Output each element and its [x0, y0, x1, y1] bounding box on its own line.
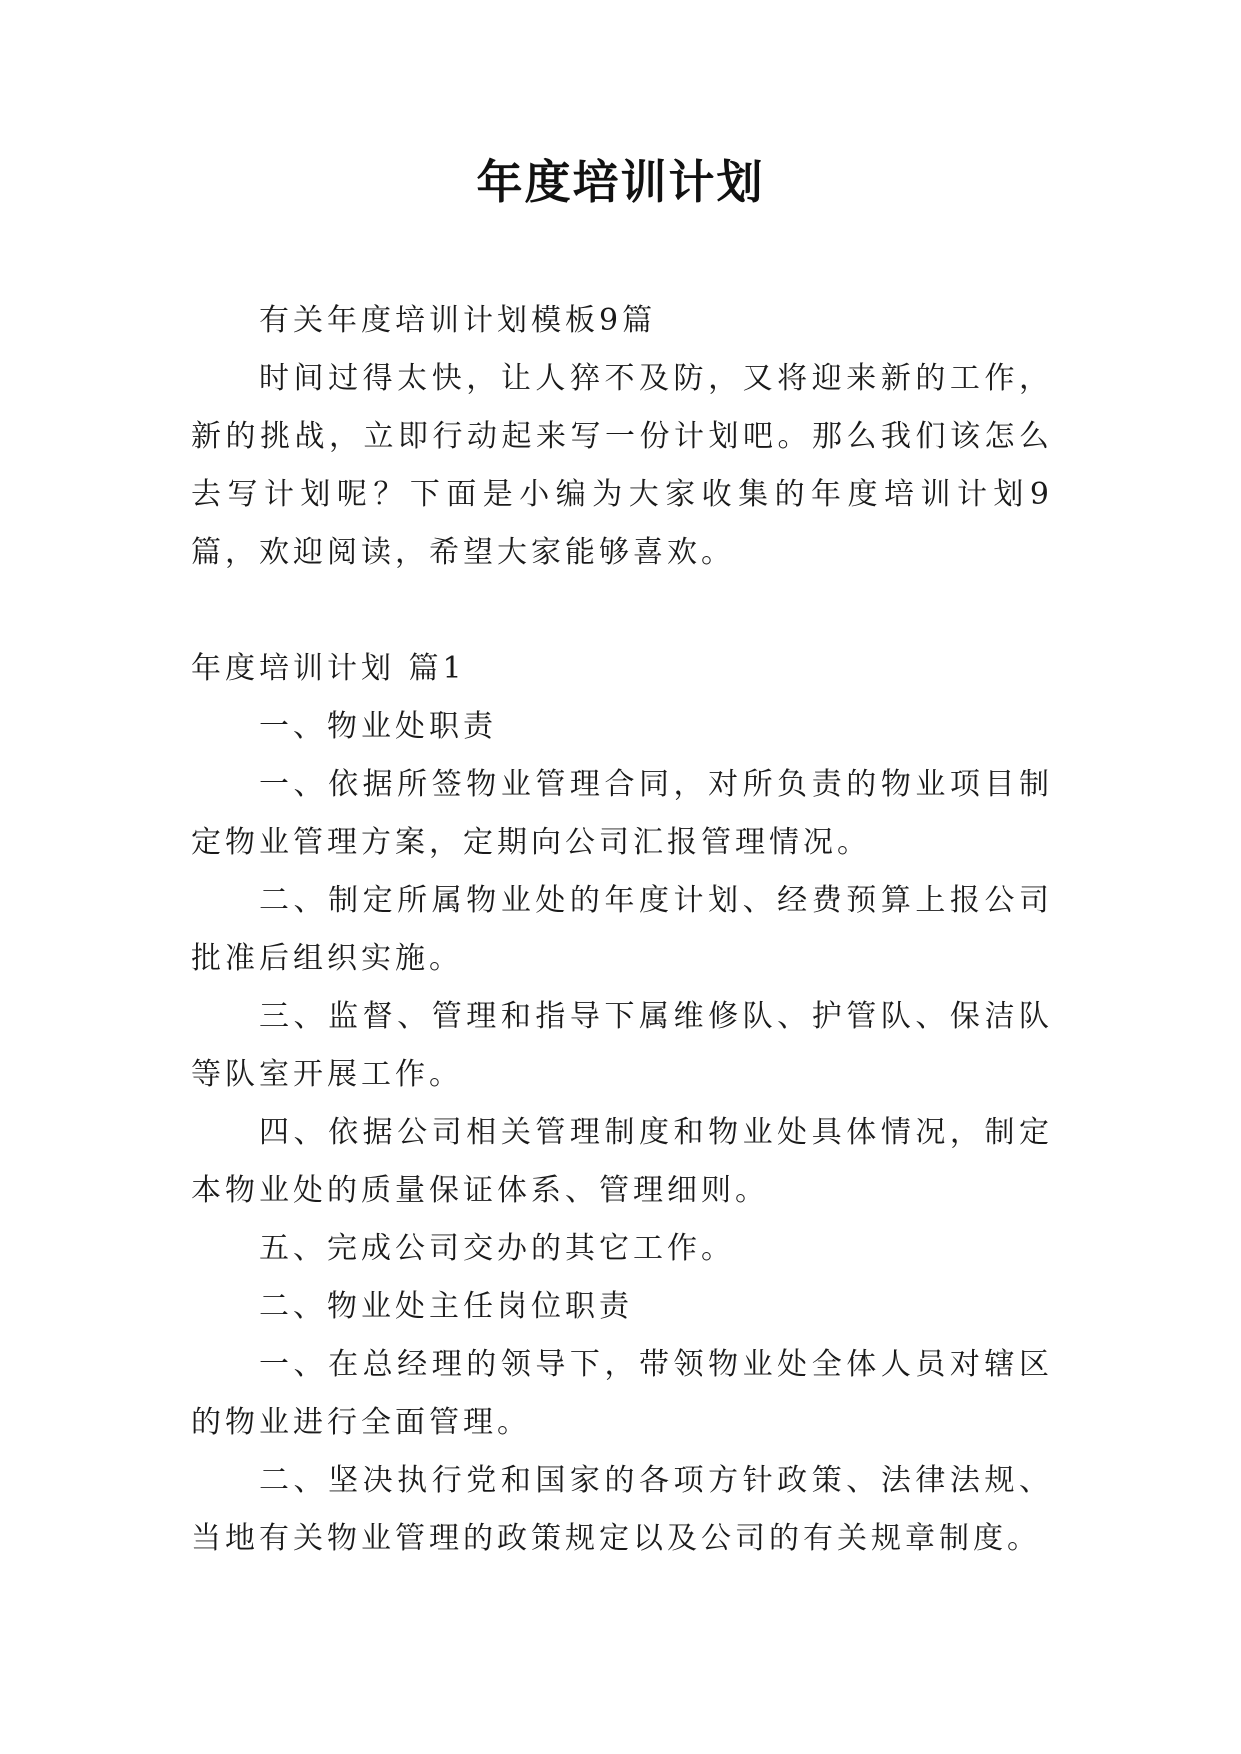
- paragraph: 二、坚决执行党和国家的各项方针政策、法律法规、当地有关物业管理的政策规定以及公司的有关规章制度。: [191, 1463, 1053, 1556]
- heading-property-office-duties: 一、物业处职责: [259, 709, 497, 744]
- section-title: 年度培训计划 篇1: [191, 651, 466, 686]
- document-body: [191, 292, 1053, 1568]
- intro-title: 有关年度培训计划模板9篇: [259, 303, 657, 338]
- paragraph: 一、依据所签物业管理合同，对所负责的物业项目制定物业管理方案，定期向公司汇报管理情况。: [191, 767, 1053, 860]
- paragraph: 二、制定所属物业处的年度计划、经费预算上报公司批准后组织实施。: [191, 883, 1053, 976]
- document-title: 年度培训计划: [476, 155, 765, 209]
- paragraph: 三、监督、管理和指导下属维修队、护管队、保洁队等队室开展工作。: [191, 999, 1053, 1092]
- intro-paragraph: 时间过得太快，让人猝不及防，又将迎来新的工作，新的挑战，立即行动起来写一份计划吧。那么我们该怎么去写计划呢？下面是小编为大家收集的年度培训计划9篇，欢迎阅读，希望大家能够喜欢。: [191, 361, 1053, 570]
- paragraph: 一、在总经理的领导下，带领物业处全体人员对辖区的物业进行全面管理。: [191, 1347, 1053, 1440]
- paragraph: 五、完成公司交办的其它工作。: [259, 1231, 735, 1266]
- heading-director-duties: 二、物业处主任岗位职责: [259, 1289, 633, 1324]
- paragraph: 四、依据公司相关管理制度和物业处具体情况，制定本物业处的质量保证体系、管理细则。: [191, 1115, 1053, 1208]
